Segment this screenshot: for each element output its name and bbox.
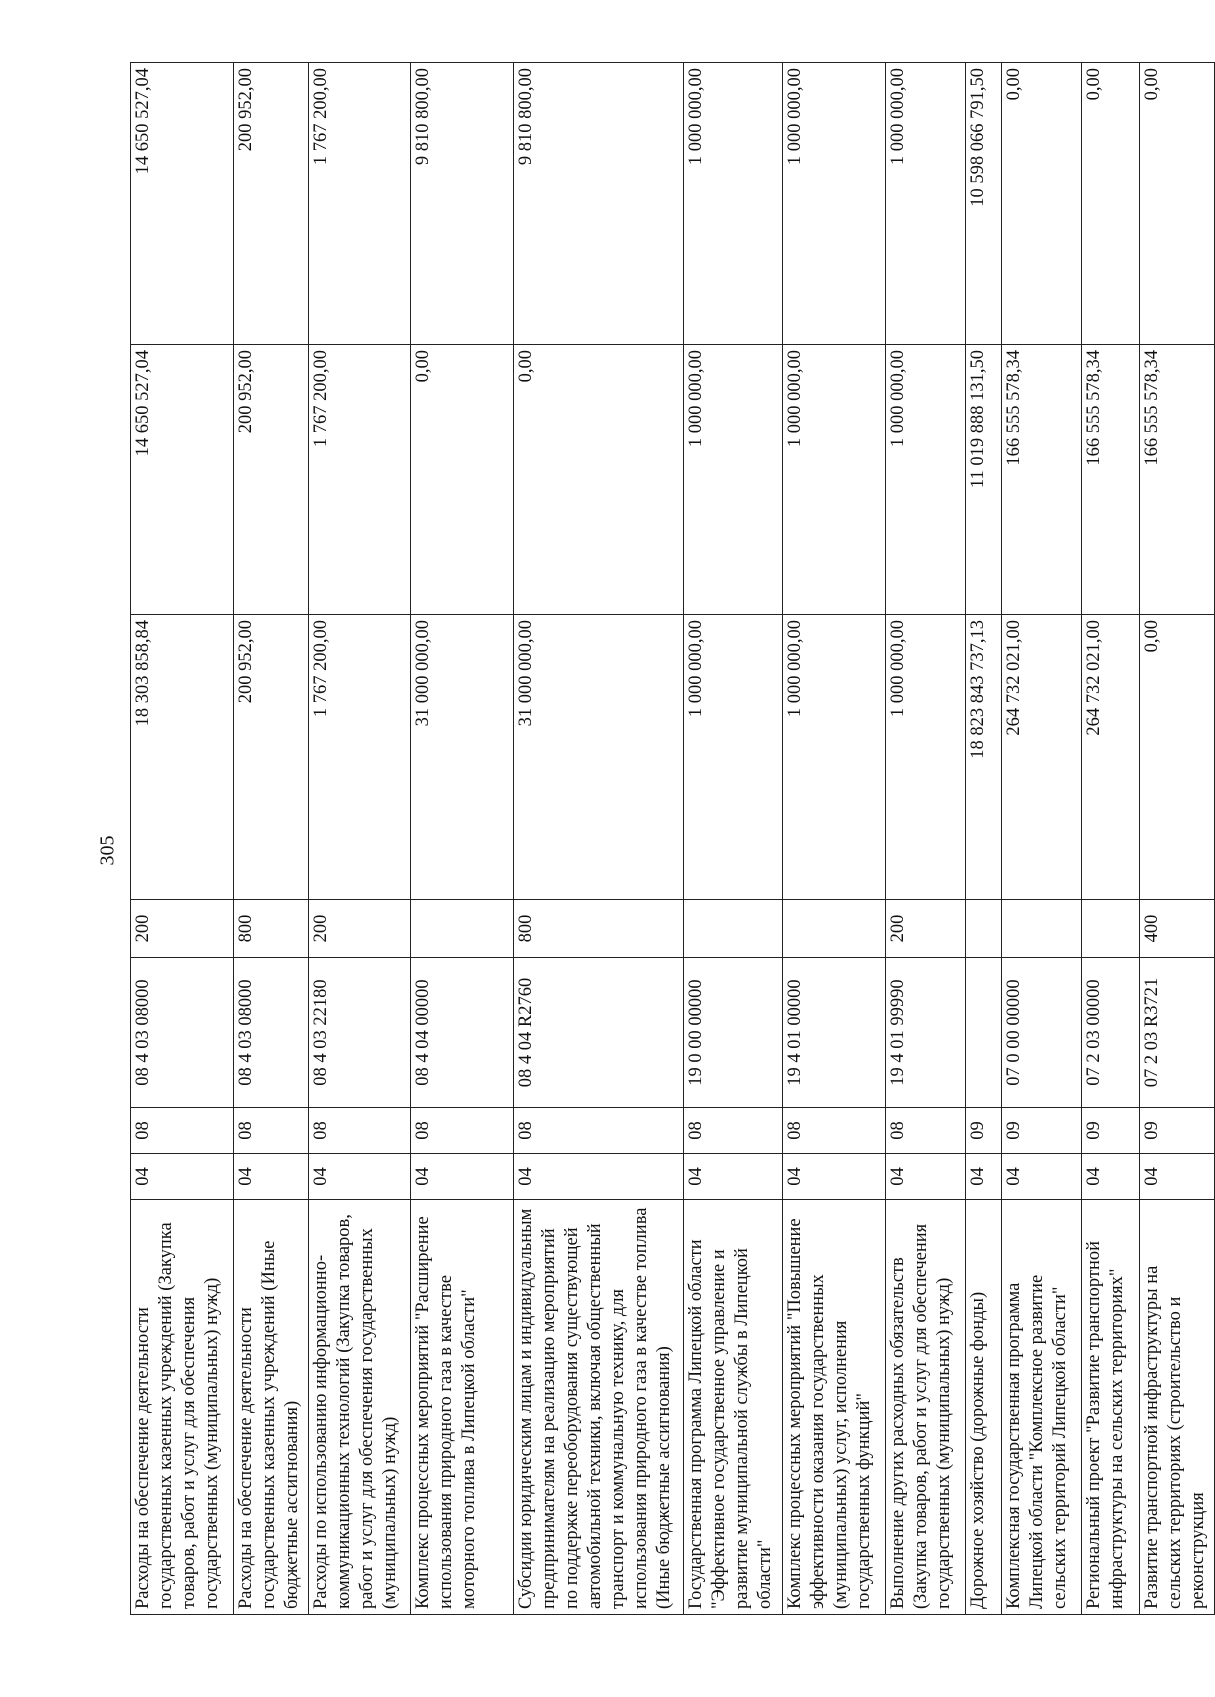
row-sum-year-1: 200 952,00	[233, 615, 308, 900]
row-section: 04	[885, 1154, 965, 1200]
row-target-article: 19 4 01 00000	[783, 958, 886, 1108]
row-sum-year-2: 14 650 527,04	[131, 345, 234, 615]
table-body	[131, 63, 1215, 1615]
row-subsection: 08	[885, 1108, 965, 1154]
row-expense-type	[684, 900, 783, 958]
row-expense-type: 800	[233, 900, 308, 958]
row-name: Комплексная государственная программа Липецкой области "Комплексное развитие сельских территорий Липецкой области"	[1002, 1200, 1082, 1615]
row-sum-year-1: 264 732 021,00	[1081, 615, 1139, 900]
row-subsection: 09	[1081, 1108, 1139, 1154]
row-sum-year-2: 166 555 578,34	[1081, 345, 1139, 615]
row-sum-year-1: 18 303 858,84	[131, 615, 234, 900]
row-sum-year-3: 10 598 066 791,50	[965, 63, 1001, 345]
row-sum-year-3: 0,00	[1140, 63, 1215, 345]
row-sum-year-2: 166 555 578,34	[1140, 345, 1215, 615]
table-row	[514, 63, 684, 1615]
row-expense-type	[1081, 900, 1139, 958]
row-section: 04	[783, 1154, 886, 1200]
row-target-article	[965, 958, 1001, 1108]
row-target-article: 08 4 03 08000	[233, 958, 308, 1108]
rotated-table-wrapper	[130, 63, 1215, 1615]
row-expense-type: 200	[885, 900, 965, 958]
row-sum-year-3: 200 952,00	[233, 63, 308, 345]
row-name: Расходы на обеспечение деятельности государственных казенных учреждений (Закупка товаров, работ и услуг для обеспечения государственных (муниципальных) нужд)	[131, 1200, 234, 1615]
row-name: Дорожное хозяйство (дорожные фонды)	[965, 1200, 1001, 1615]
row-sum-year-1: 31 000 000,00	[411, 615, 514, 900]
row-expense-type: 200	[308, 900, 411, 958]
row-section: 04	[514, 1154, 684, 1200]
row-sum-year-1: 1 000 000,00	[885, 615, 965, 900]
row-expense-type	[1002, 900, 1082, 958]
row-section: 04	[1081, 1154, 1139, 1200]
row-name: Региональный проект "Развитие транспортной инфраструктуры на сельских территориях"	[1081, 1200, 1139, 1615]
table-row	[411, 63, 514, 1615]
row-sum-year-3: 9 810 800,00	[514, 63, 684, 345]
row-sum-year-3: 1 767 200,00	[308, 63, 411, 345]
row-target-article: 07 2 03 R3721	[1140, 958, 1215, 1108]
row-target-article: 19 4 01 99990	[885, 958, 965, 1108]
row-expense-type	[965, 900, 1001, 958]
row-sum-year-3: 0,00	[1081, 63, 1139, 345]
row-sum-year-1: 18 823 843 737,13	[965, 615, 1001, 900]
row-sum-year-2: 11 019 888 131,50	[965, 345, 1001, 615]
row-sum-year-2: 200 952,00	[233, 345, 308, 615]
row-target-article: 08 4 03 08000	[131, 958, 234, 1108]
row-target-article: 08 4 03 22180	[308, 958, 411, 1108]
row-section: 04	[411, 1154, 514, 1200]
row-sum-year-1: 1 000 000,00	[783, 615, 886, 900]
row-subsection: 08	[684, 1108, 783, 1154]
row-subsection: 08	[514, 1108, 684, 1154]
row-expense-type: 200	[131, 900, 234, 958]
row-section: 04	[131, 1154, 234, 1200]
row-name: Субсидии юридическим лицам и индивидуальным предпринимателям на реализацию мероприятий по поддержке переоборудования существующей автомобильной техники, включая общественный транспорт и коммунальную технику, для использования природного газа в качестве топлива (Иные бюджетные ассигнования)	[514, 1200, 684, 1615]
table-row	[131, 63, 234, 1615]
row-sum-year-1: 0,00	[1140, 615, 1215, 900]
table-row	[965, 63, 1001, 1615]
row-subsection: 09	[1002, 1108, 1082, 1154]
row-sum-year-2: 166 555 578,34	[1002, 345, 1082, 615]
table-row	[233, 63, 308, 1615]
row-sum-year-3: 0,00	[1002, 63, 1082, 345]
row-section: 04	[684, 1154, 783, 1200]
row-name: Комплекс процессных мероприятий "Расширение использования природного газа в качестве моторного топлива в Липецкой области"	[411, 1200, 514, 1615]
row-sum-year-2: 1 767 200,00	[308, 345, 411, 615]
row-name: Комплекс процессных мероприятий "Повышение эффективности оказания государственных (муниципальных) услуг, исполнения государственных функций"	[783, 1200, 886, 1615]
row-expense-type	[783, 900, 886, 958]
table-row	[783, 63, 886, 1615]
row-sum-year-3: 14 650 527,04	[131, 63, 234, 345]
row-sum-year-1: 31 000 000,00	[514, 615, 684, 900]
table-row	[885, 63, 965, 1615]
row-target-article: 08 4 04 00000	[411, 958, 514, 1108]
row-subsection: 08	[411, 1108, 514, 1154]
row-expense-type: 400	[1140, 900, 1215, 958]
row-section: 04	[1140, 1154, 1215, 1200]
row-expense-type	[411, 900, 514, 958]
row-subsection: 09	[965, 1108, 1001, 1154]
row-section: 04	[965, 1154, 1001, 1200]
row-subsection: 08	[308, 1108, 411, 1154]
row-subsection: 08	[131, 1108, 234, 1154]
row-sum-year-2: 0,00	[411, 345, 514, 615]
table-row	[684, 63, 783, 1615]
row-section: 04	[233, 1154, 308, 1200]
row-name: Развитие транспортной инфраструктуры на сельских территориях (строительство и реконструкция	[1140, 1200, 1215, 1615]
budget-table	[130, 62, 1215, 1615]
row-target-article: 07 0 00 00000	[1002, 958, 1082, 1108]
page-number	[88, 820, 128, 880]
row-sum-year-1: 1 767 200,00	[308, 615, 411, 900]
table-row	[1140, 63, 1215, 1615]
row-name: Выполнение других расходных обязательств (Закупка товаров, работ и услуг для обеспечения государственных (муниципальных) нужд)	[885, 1200, 965, 1615]
row-sum-year-2: 1 000 000,00	[783, 345, 886, 615]
row-section: 04	[308, 1154, 411, 1200]
row-target-article: 08 4 04 R2760	[514, 958, 684, 1108]
table-row	[308, 63, 411, 1615]
row-sum-year-2: 1 000 000,00	[684, 345, 783, 615]
table-row	[1081, 63, 1139, 1615]
row-sum-year-3: 1 000 000,00	[783, 63, 886, 345]
row-name: Государственная программа Липецкой области "Эффективное государственное управление и развитие муниципальной службы в Липецкой области"	[684, 1200, 783, 1615]
row-target-article: 07 2 03 00000	[1081, 958, 1139, 1108]
row-subsection: 08	[783, 1108, 886, 1154]
page-number-text: 305	[96, 835, 119, 865]
row-subsection: 09	[1140, 1108, 1215, 1154]
row-expense-type: 800	[514, 900, 684, 958]
row-sum-year-2: 0,00	[514, 345, 684, 615]
row-name: Расходы по использованию информационно-коммуникационных технологий (Закупка товаров, работ и услуг для обеспечения государственных (муниципальных) нужд)	[308, 1200, 411, 1615]
row-sum-year-2: 1 000 000,00	[885, 345, 965, 615]
row-name: Расходы на обеспечение деятельности государственных казенных учреждений (Иные бюджетные ассигнования)	[233, 1200, 308, 1615]
row-sum-year-1: 1 000 000,00	[684, 615, 783, 900]
row-sum-year-3: 1 000 000,00	[684, 63, 783, 345]
row-sum-year-3: 9 810 800,00	[411, 63, 514, 345]
row-target-article: 19 0 00 00000	[684, 958, 783, 1108]
row-section: 04	[1002, 1154, 1082, 1200]
table-row	[1002, 63, 1082, 1615]
row-subsection: 08	[233, 1108, 308, 1154]
row-sum-year-1: 264 732 021,00	[1002, 615, 1082, 900]
row-sum-year-3: 1 000 000,00	[885, 63, 965, 345]
